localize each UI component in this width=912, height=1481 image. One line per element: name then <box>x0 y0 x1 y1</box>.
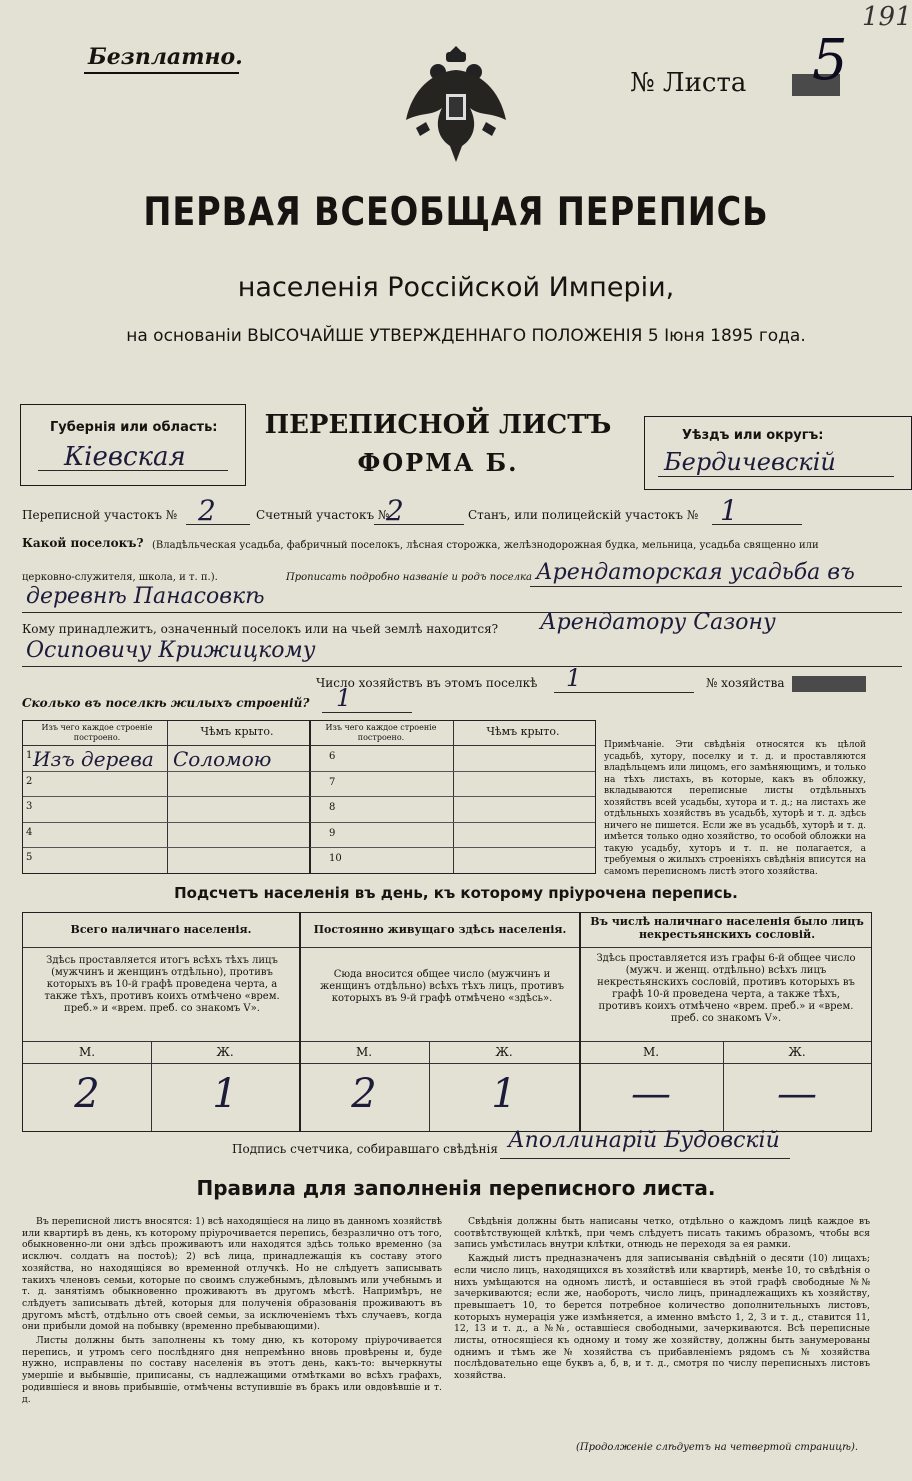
stan-underline <box>712 524 802 525</box>
stan-value: 1 <box>720 494 738 527</box>
row-number: 5 <box>26 852 33 863</box>
settlement-value-2: деревнѣ Панасовкѣ <box>26 584 265 609</box>
m-label: М. <box>642 1045 660 1059</box>
buildings-table <box>22 720 596 874</box>
owner-question: Кому принадлежитъ, означенный поселокъ или на чьей землѣ находится? <box>22 622 499 636</box>
household-number-label: № хозяйства <box>706 676 785 690</box>
signature-label: Подпись счетчика, собиравшаго свѣдѣнія <box>232 1142 498 1156</box>
owner-value-1: Арендатору Сазону <box>540 610 776 635</box>
col-perm-desc: Сюда вносится общее число (мужчинъ и женщинъ отдѣльно) всѣхъ тѣхъ лицъ, противъ которыхъ въ 9-й графѣ отмѣчено «здѣсь». <box>320 969 564 1004</box>
households-value: 1 <box>566 664 582 692</box>
row-number: 7 <box>329 776 336 788</box>
rules-right-p1: Свѣдѣнія должны быть написаны четко, отдѣльно о каждомъ лицѣ каждое въ соотвѣтствующей клѣткѣ, при чемъ слѣдуетъ писать такимъ образомъ, чтобы вся запись умѣстилась внутри клѣтки, отнюдь не переходя за ея рамки. <box>454 1216 870 1251</box>
total-male-value: 2 <box>74 1071 100 1117</box>
imperial-eagle-icon <box>402 42 510 170</box>
perm-female-value: 1 <box>491 1071 517 1117</box>
row-number: 4 <box>26 826 33 838</box>
page-title: ПЕРВАЯ ВСЕОБЩАЯ ПЕРЕПИСЬ <box>143 190 769 235</box>
owner-underline <box>22 666 902 667</box>
free-label: Безплатно. <box>88 44 243 70</box>
free-underline <box>84 72 239 74</box>
count-district-value: 2 <box>386 494 404 527</box>
census-district-value: 2 <box>198 494 216 527</box>
rules-left-column <box>22 1216 442 1407</box>
nonpeasant-male-value: — <box>631 1071 671 1117</box>
form-title: ПЕРЕПИСНОЙ ЛИСТЪ <box>264 410 612 440</box>
col-perm-head: Постоянно живущаго здѣсь населенія. <box>313 923 567 936</box>
col-nonpeasant-head: Въ числѣ наличнаго населенія было лицъ некрестьянскихъ сословій. <box>590 915 864 941</box>
rules-continued: (Продолженіе слѣдуетъ на четвертой страницѣ). <box>576 1442 859 1453</box>
rules-right-column <box>454 1216 870 1384</box>
table-header: Изъ чего каждое строеніе построено. <box>41 723 153 742</box>
signature-value: Аполлинарій Будовскій <box>508 1128 780 1153</box>
col-total-head: Всего наличнаго населенія. <box>70 923 252 936</box>
population-title: Подсчетъ населенія въ день, къ которому пріурочена перепись. <box>174 884 738 902</box>
settlement-value-1: Арендаторская усадьба въ <box>536 560 855 585</box>
count-district-underline <box>374 524 464 525</box>
district-value: Бердичевскій <box>664 448 836 476</box>
settlement-instruction: Прописать подробно названіе и родъ поселка <box>286 572 532 583</box>
count-district-label: Счетный участокъ № <box>256 508 390 522</box>
form-letter: ФОРМА Б. <box>357 448 519 477</box>
page-basis: на основаніи ВЫСОЧАЙШЕ УТВЕРЖДЕННАГО ПОЛОЖЕНІЯ 5 Іюня 1895 года. <box>126 326 806 346</box>
district-label: Уѣздъ или округъ: <box>682 428 824 443</box>
rules-left-p1: Въ переписной листъ вносятся: 1) всѣ находящіеся на лицо въ данномъ хозяйствѣ или квартирѣ въ день, къ которому пріурочивается перепись, безразлично отъ того, обыкновенно-ли они здѣсь проживаютъ или находятся здѣсь только временно (за исключ. солдатъ на постоѣ); 2) всѣ лица, принадлежащія къ составу этого хозяйства, но находящіяся во временной отлучкѣ. Но не слѣдуетъ записывать такихъ членовъ семьи, которые по своимъ служебнымъ, дѣловымъ или учебнымъ и т. д. занятіямъ обыкновенно проживаютъ въ другомъ мѣстѣ. Напримѣръ, не слѣдуетъ записывать дѣтей, которыя для полученія образованія проживаютъ въ другомъ мѣстѣ, отдѣльно отъ своей семьи, за исключеніемъ тѣхъ случаевъ, когда они прибыли домой на побывку (временно пребывающими). <box>22 1216 442 1333</box>
perm-male-value: 2 <box>351 1071 377 1117</box>
row-1-material: Изъ дерева <box>33 747 154 771</box>
f-label: Ж. <box>788 1045 806 1059</box>
row-1-roof: Соломою <box>173 747 272 771</box>
row-number: 3 <box>26 801 33 812</box>
province-label: Губернія или область: <box>50 420 218 435</box>
row-number: 6 <box>329 751 336 762</box>
buildings-underline <box>322 712 412 713</box>
table-header: Чѣмъ крыто. <box>486 725 560 738</box>
row-number: 1 <box>26 750 33 761</box>
settlement-hint: (Владѣльческая усадьба, фабричный поселокъ, лѣсная сторожка, желѣзнодорожная будка, мельница, усадьба священно или <box>152 540 819 551</box>
province-value: Кіевская <box>64 442 186 472</box>
signature-underline <box>500 1158 790 1159</box>
nonpeasant-female-value: — <box>777 1071 817 1117</box>
stan-label: Станъ, или полицейскій участокъ № <box>468 508 699 522</box>
page-subtitle: населенія Россійской Имперіи, <box>237 272 675 303</box>
rules-right-p2: Каждый листъ предназначенъ для записыванія свѣдѣній о десяти (10) лицахъ; если число лицъ, находящихся въ хозяйствѣ или квартирѣ, менѣе 10, то свѣдѣнія о нихъ умѣщаются на одномъ листѣ, и оставшіеся въ этой графѣ свободные №№ зачеркиваются; если же, наоборотъ, число лицъ, принадлежащихъ къ хозяйству, превышаетъ 10, то берется потребное количество дополнительныхъ листовъ, которыхъ нумерація уже измѣняется, а именно вмѣсто 1, 2, 3 и т. д., ставится 11, 12, 13 и т. д., а №№, оставшіеся свободными, зачеркиваются. Всѣ переписные листы, относящіеся къ одному и тому же хозяйству, должны быть занумерованы однимъ и тѣмъ же № хозяйства съ прибавленіемъ рядомъ съ № хозяйства послѣдовательно еще буквъ а, б, в, и т. д., смотря по числу переписныхъ листовъ хозяйства. <box>454 1253 870 1382</box>
row-number: 10 <box>329 853 342 864</box>
corner-number: 191 <box>862 2 912 32</box>
census-district-label: Переписной участокъ № <box>22 508 178 522</box>
households-underline <box>554 692 694 693</box>
province-underline <box>38 470 228 471</box>
row-number: 9 <box>329 827 336 839</box>
rules-title: Правила для заполненія переписного листа. <box>196 1176 716 1200</box>
table-header: Изъ чего каждое строеніе построено. <box>325 723 437 742</box>
settlement-underline-1 <box>530 586 902 587</box>
page-number-label: № Листа <box>630 68 747 98</box>
buildings-note: Примѣчаніе. Эти свѣдѣнія относятся къ цѣлой усадьбѣ, хутору, поселку и т. д. и проставляются владѣльцемъ или лицомъ, его замѣняющимъ, и только на тѣхъ листахъ, въ которые, какъ въ обложку, вкладываются переписные листы отдѣльныхъ хозяйствъ всей усадьбы, хутора и т. д.; на листахъ же отдѣльныхъ хозяйствъ въ усадьбѣ, хуторѣ и т. д. здѣсь ничего не пишется. Если же въ усадьбѣ, хуторѣ и т. д. имѣется только одно хозяйство, то особой обложки на такую усадьбу, хуторъ и т. п. не полагается, а требуемыя о жилыхъ строеніяхъ свѣдѣнія вписутся на самомъ переписномъ листѣ этого хозяйства. <box>604 740 866 877</box>
m-label: М. <box>355 1045 373 1059</box>
population-table <box>22 912 872 1132</box>
district-underline <box>658 476 894 477</box>
total-female-value: 1 <box>212 1071 238 1117</box>
table-header: Чѣмъ крыто. <box>200 725 274 738</box>
settlement-hint2: церковно-служителя, школа, и т. п.). <box>22 572 218 583</box>
col-total-desc: Здѣсь проставляется итогъ всѣхъ тѣхъ лицъ (мужчинъ и женщинъ отдѣльно), противъ которыхъ въ 10-й графѣ проведена черта, а также тѣхъ, противъ коихъ отмѣчено «врем. преб.» и «врем. преб. со знакомъ V». <box>44 955 280 1014</box>
col-nonpeasant-desc: Здѣсь проставляется изъ графы 6-й общее число (мужч. и женщ. отдѣльно) всѣхъ лицъ некрестьянскихъ сословій, противъ которыхъ въ графѣ 10-й проведена черта, а также тѣхъ, противъ коихъ отмѣчено «врем. преб.» и «врем. преб. со знакомъ V». <box>596 953 856 1024</box>
row-number: 8 <box>329 802 336 813</box>
buildings-value: 1 <box>336 684 352 712</box>
f-label: Ж. <box>216 1045 234 1059</box>
household-number-box <box>792 676 866 692</box>
row-number: 2 <box>26 775 33 787</box>
page-number-value: 5 <box>812 28 848 93</box>
census-district-underline <box>186 524 250 525</box>
m-label: М. <box>78 1045 96 1059</box>
settlement-question: Какой поселокъ? <box>22 536 144 550</box>
households-label: Число хозяйствъ въ этомъ поселкѣ <box>316 676 538 690</box>
f-label: Ж. <box>495 1045 513 1059</box>
rules-left-p2: Листы должны быть заполнены къ тому дню, къ которому пріурочивается перепись, и утромъ сего послѣдняго дня непремѣнно вновь провѣрены и, буде нужно, исправлены по составу населенія въ этотъ день, какъ-то: вычеркнуты умершіе и выбывшіе, приписаны, съ надлежащими отмѣтками во всѣхъ графахъ, родившіеся и вновь прибывшіе, отмѣчены вступившіе въ бракъ или овдовѣвшіе и т. д. <box>22 1335 442 1405</box>
owner-value-2: Осиповичу Крижицкому <box>26 638 316 663</box>
buildings-label: Сколько въ поселкѣ жилыхъ строеній? <box>22 696 310 710</box>
